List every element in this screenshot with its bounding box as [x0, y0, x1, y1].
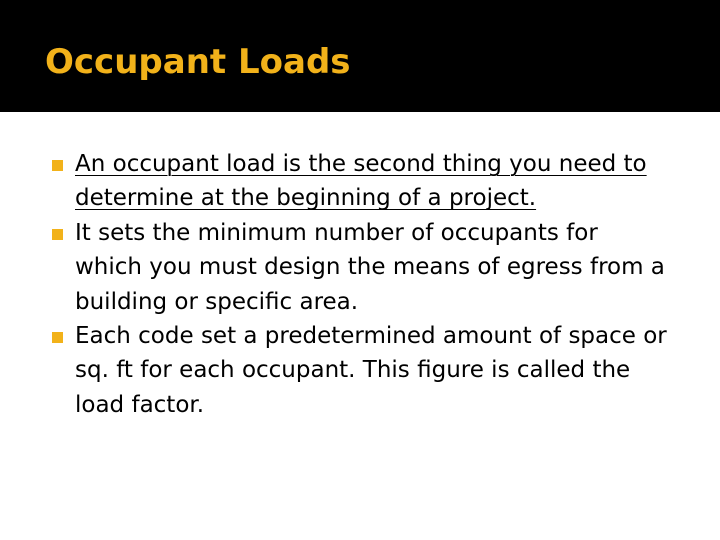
bullet-text: Each code set a predetermined amount of space or sq. ft for each occupant. This figure is called the load factor. [75, 323, 667, 418]
bullet-text: It sets the minimum number of occupants for which you must design the means of egress from a building or specific area. [75, 219, 665, 315]
title-band [0, 0, 720, 112]
square-bullet-icon [52, 229, 63, 240]
bullet-item [52, 147, 667, 216]
square-bullet-icon [52, 332, 63, 343]
bullet-text: An occupant load is the second thing you need to determine at the beginning of a project. [75, 151, 647, 212]
bullet-list [52, 147, 667, 422]
slide-title: Occupant Loads [45, 42, 351, 82]
square-bullet-icon [52, 160, 63, 171]
bullet-item [52, 216, 667, 319]
bullet-item [52, 319, 667, 422]
